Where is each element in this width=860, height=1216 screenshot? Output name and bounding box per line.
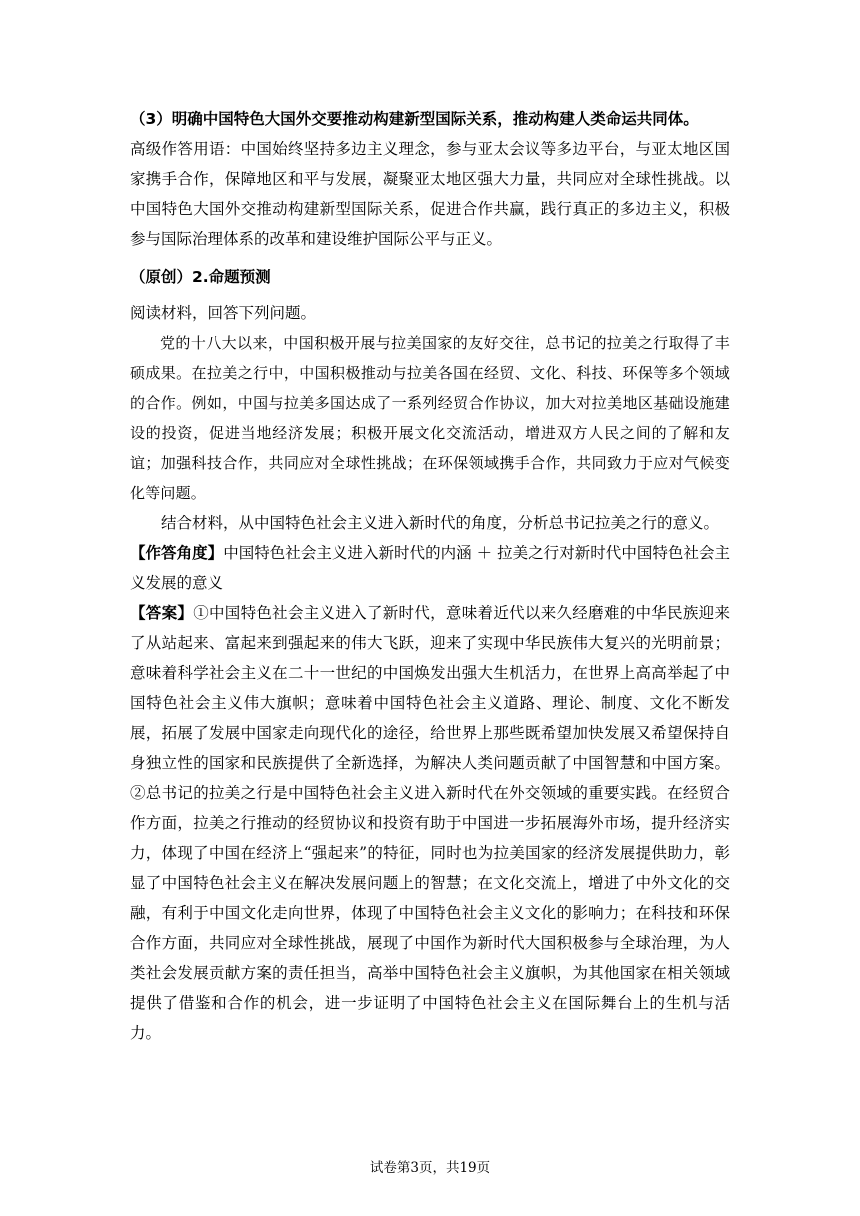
- reading-instruction: 阅读材料，回答下列问题。: [130, 304, 317, 322]
- page-footer: 试卷第3页，共19页: [369, 1160, 491, 1176]
- answer-label: 【答案】: [130, 604, 194, 622]
- question-text: 结合材料，从中国特色社会主义进入新时代的角度，分析总书记拉美之行的意义。: [161, 514, 720, 532]
- material-text: 党的十八大以来，中国积极开展与拉美国家的友好交往，总书记的拉美之行取得了丰硕成果。在拉美之行中，中国积极推动与拉美各国在经贸、文化、科技、环保等多个领域的合作。例如，中国与拉美多国达成了一系列经贸合作协议，加大对拉美地区基础设施建设的投资，促进当地经济发展；积极开展文化交流活动，增进双方人民之间的了解和友谊；加强科技合作，共同应对全球性挑战；在环保领域携手合作，共同致力于应对气候变化等问题。: [130, 334, 730, 502]
- point-3-heading: （3）明确中国特色大国外交要推动构建新型国际关系，推动构建人类命运共同体。: [130, 110, 699, 128]
- answer-angle-text: 中国特色社会主义进入新时代的内涵 ＋ 拉美之行对新时代中国特色社会主义发展的意义: [130, 544, 730, 592]
- answer-text: ①中国特色社会主义进入了新时代，意味着近代以来久经磨难的中华民族迎来了从站起来、富起来到强起来的伟大飞跃，迎来了实现中华民族伟大复兴的光明前景；意味着科学社会主义在二十一世纪的中国焕发出强大生机活力，在世界上高高举起了中国特色社会主义伟大旗帜；意味着中国特色社会主义道路、理论、制度、文化不断发展，拓展了发展中国家走向现代化的途径，给世界上那些既希望加快发展又希望保持自身独立性的国家和民族提供了全新选择，为解决人类问题贡献了中国智慧和中国方案。②总书记的拉美之行是中国特色社会主义进入新时代在外交领域的重要实践。在经贸合作方面，拉美之行推动的经贸协议和投资有助于中国进一步拓展海外市场，提升经济实力，体现了中国在经济上“强起来”的特征，同时也为拉美国家的经济发展提供助力，彰显了中国特色社会主义在解决发展问题上的智慧；在文化交流上，增进了中外文化的交融，有利于中国文化走向世界，体现了中国特色社会主义文化的影响力；在科技和环保合作方面，共同应对全球性挑战，展现了中国作为新时代大国积极参与全球治理，为人类社会发展贡献方案的责任担当，高举中国特色社会主义旗帜，为其他国家在相关领域提供了借鉴和合作的机会，进一步证明了中国特色社会主义在国际舞台上的生机与活力。: [130, 604, 730, 1042]
- answer-angle: [130, 538, 730, 598]
- point-3-text: 高级作答用语：中国始终坚持多边主义理念，参与亚太会议等多边平台，与亚太地区国家携手合作，保障地区和平与发展，凝聚亚太地区强大力量，共同应对全球性挑战。以中国特色大国外交推动构建新型国际关系，促进合作共赢，践行真正的多边主义，积极参与国际治理体系的改革和建设维护国际公平与正义。: [130, 140, 730, 248]
- section-2-title: （原创）2.命题预测: [130, 268, 271, 286]
- answer-angle-label: 【作答角度】: [130, 544, 224, 562]
- page-content: [130, 104, 730, 1048]
- answer-block: [130, 598, 730, 1048]
